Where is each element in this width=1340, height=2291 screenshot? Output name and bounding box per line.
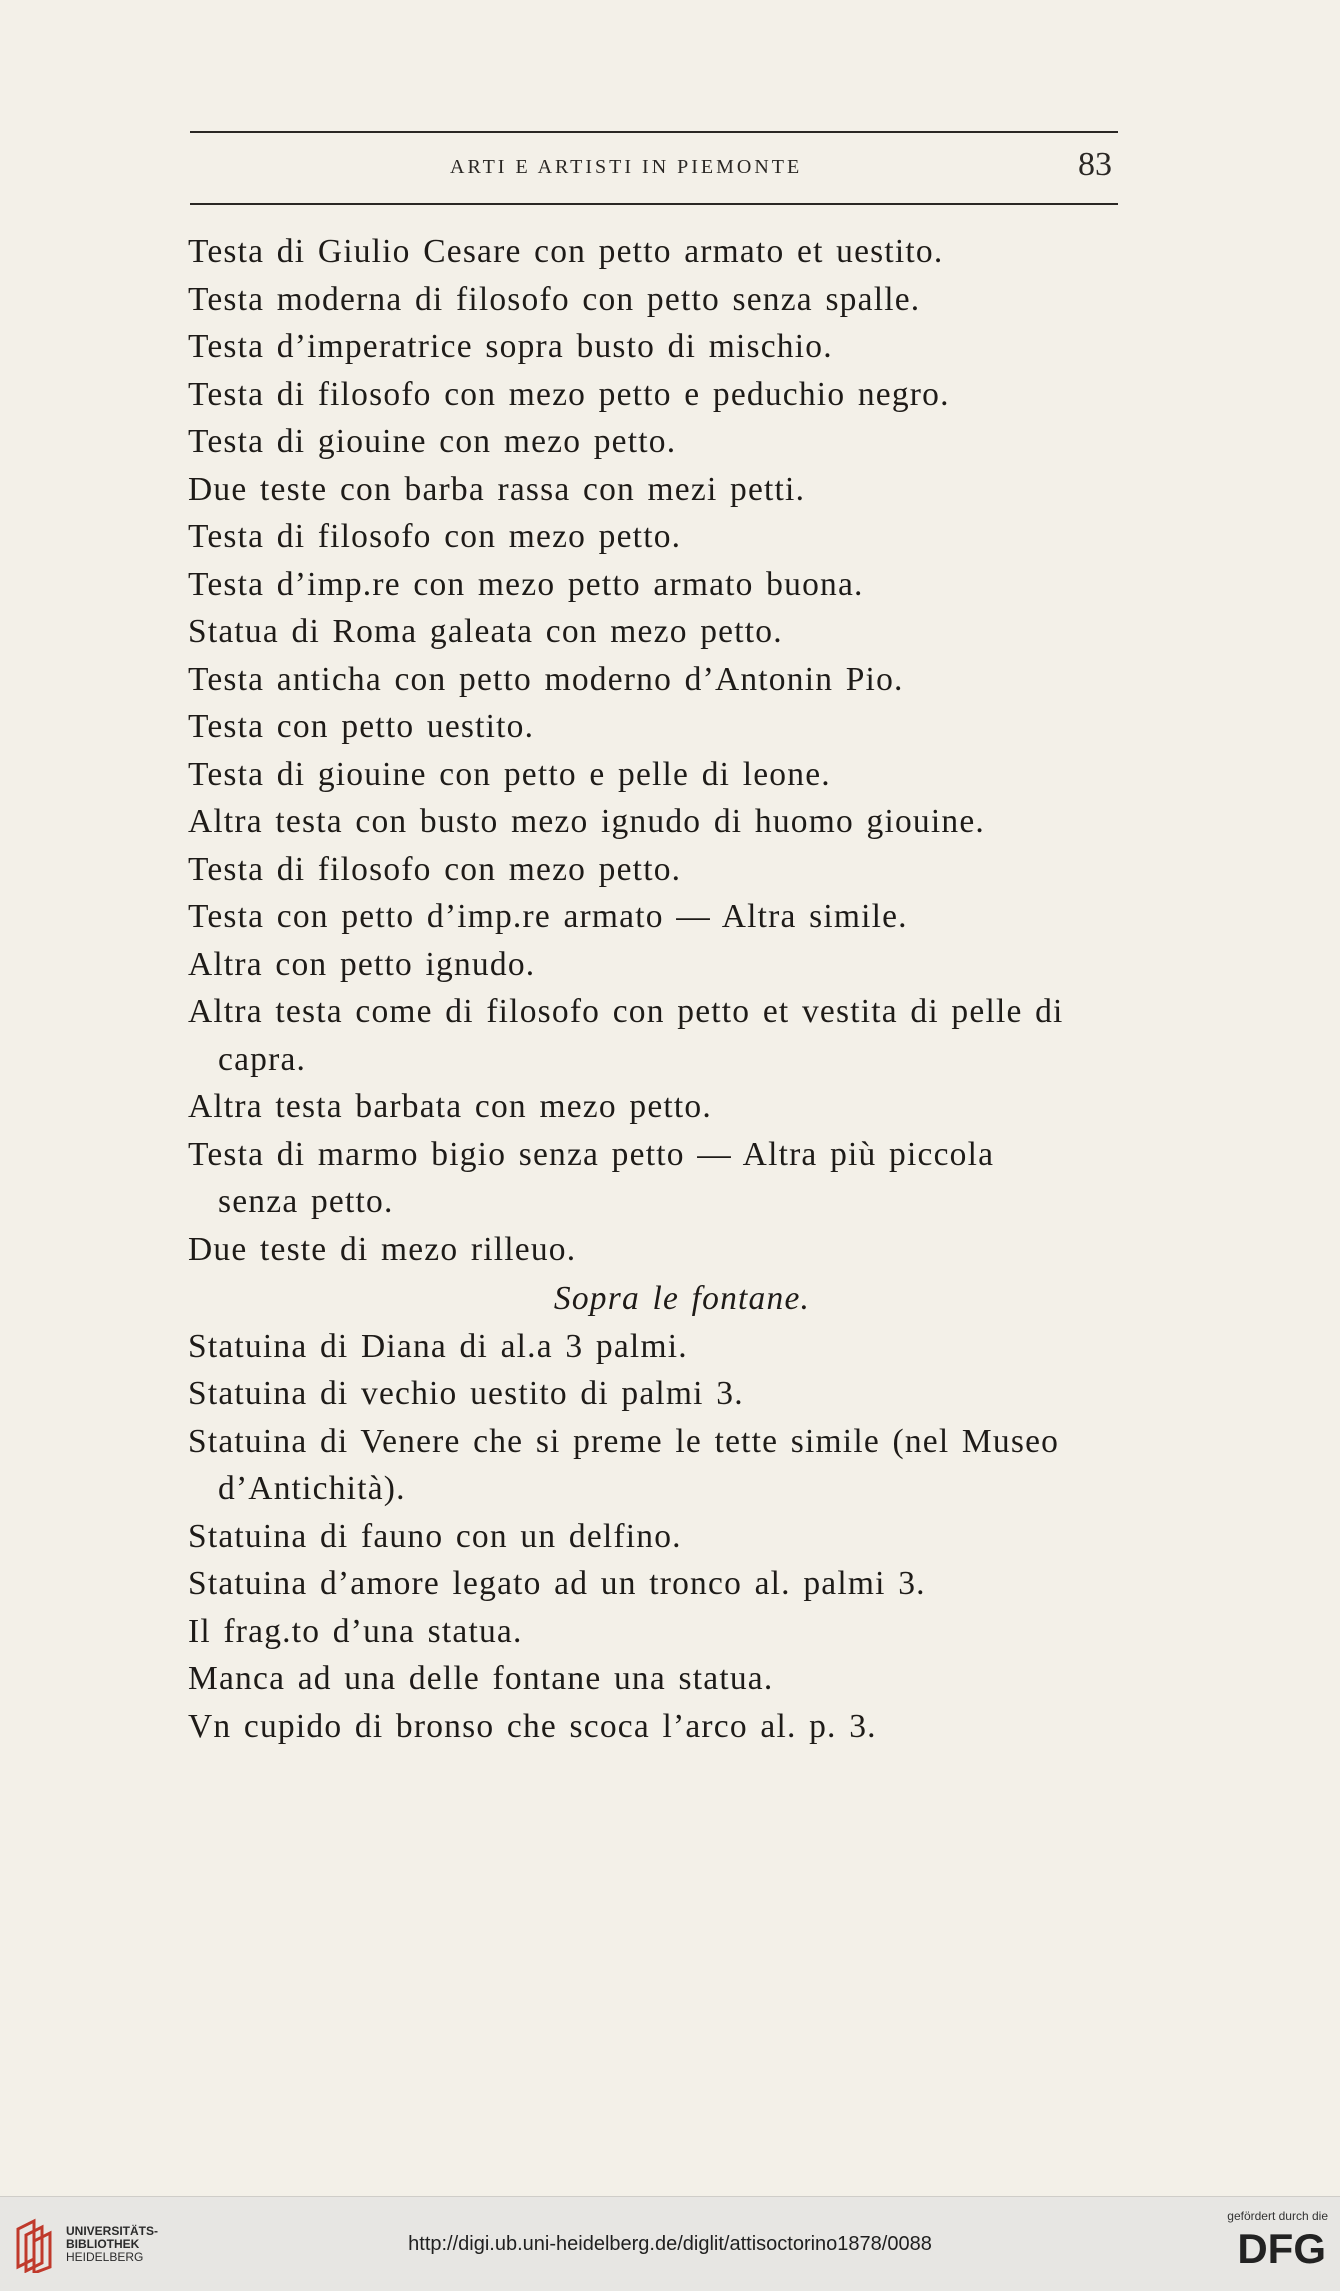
dfg-logo — [1200, 2225, 1328, 2269]
text-line: Vn cupido di bronso che scoca l’arco al. p. 3. — [188, 1707, 877, 1745]
text-line: Testa con petto d’imp.re armato — Altra simile. — [188, 898, 908, 935]
page-number: 83 — [1078, 146, 1112, 183]
text-line: Testa d’imperatrice sopra busto di mischio. — [188, 328, 833, 365]
text-line: Due teste di mezo rilleuo. — [188, 1230, 577, 1268]
text-line: Testa anticha con petto moderno d’Antonin Pio. — [188, 660, 904, 698]
text-line-continuation: d’Antichità). — [218, 1470, 406, 1507]
text-line: Statuina di fauno con un delfino. — [188, 1517, 682, 1555]
library-logo-line: HEIDELBERG — [66, 2250, 144, 2264]
body-text — [188, 228, 1136, 1750]
dfg-logo-text: DFG — [1237, 2225, 1326, 2269]
header-rule-bottom — [190, 203, 1118, 205]
text-line: Altra con petto ignudo. — [188, 945, 536, 983]
text-line-continuation: capra. — [218, 1040, 307, 1078]
text-line: Statuina di Diana di al.a 3 palmi. — [188, 1327, 688, 1365]
text-line: Testa di giouine con mezo petto. — [188, 423, 677, 460]
funder-block[interactable] — [1188, 2209, 1328, 2283]
permalink-url[interactable]: http://digi.ub.uni-heidelberg.de/diglit/attisoctorino1878/0088 — [408, 2233, 932, 2255]
text-line-continuation: senza petto. — [218, 1183, 394, 1220]
text-line: Statuina d’amore legato ad un tronco al. palmi 3. — [188, 1565, 926, 1602]
running-header — [190, 146, 1118, 190]
viewer-footer — [0, 2196, 1340, 2291]
text-line: Statuina di Venere che si preme le tette simile (nel Museo — [188, 1422, 1060, 1460]
text-line: Altra testa barbata con mezo petto. — [188, 1088, 712, 1125]
library-logo-line: BIBLIOTHEK — [66, 2237, 140, 2251]
text-line: Altra testa con busto mezo ignudo di huomo giouine. — [188, 803, 985, 840]
text-line: Due teste con barba rassa con mezi petti. — [188, 470, 806, 508]
text-line: Testa moderna di filosofo con petto senza spalle. — [188, 280, 921, 318]
text-line: Testa di filosofo con mezo petto. — [188, 518, 682, 555]
text-line: Manca ad una delle fontane una statua. — [188, 1660, 774, 1697]
text-line: Testa di filosofo con mezo petto e peduchio negro. — [188, 375, 950, 413]
text-line: Testa di Giulio Cesare con petto armato et uestito. — [188, 233, 944, 270]
text-line: Testa con petto uestito. — [188, 708, 535, 745]
text-line: Altra testa come di filosofo con petto et vestita di pelle di — [188, 993, 1064, 1030]
text-line: Testa d’imp.re con mezo petto armato buona. — [188, 565, 864, 603]
text-line: Testa di giouine con petto e pelle di leone. — [188, 755, 831, 793]
text-line: Statua di Roma galeata con mezo petto. — [188, 613, 783, 650]
library-logo-line: UNIVERSITÄTS- — [66, 2224, 159, 2238]
text-line: Testa di marmo bigio senza petto — Altra più piccola — [188, 1135, 995, 1173]
header-rule-top — [190, 131, 1118, 133]
text-line: Statuina di vechio uestito di palmi 3. — [188, 1375, 744, 1412]
funder-caption: gefördert durch die — [1227, 2209, 1328, 2223]
text-line: Testa di filosofo con mezo petto. — [188, 850, 682, 888]
section-heading: Sopra le fontane. — [553, 1280, 811, 1317]
text-line: Il frag.to d’una statua. — [188, 1612, 523, 1650]
running-title: ARTI E ARTISTI IN PIEMONTE — [450, 156, 803, 178]
